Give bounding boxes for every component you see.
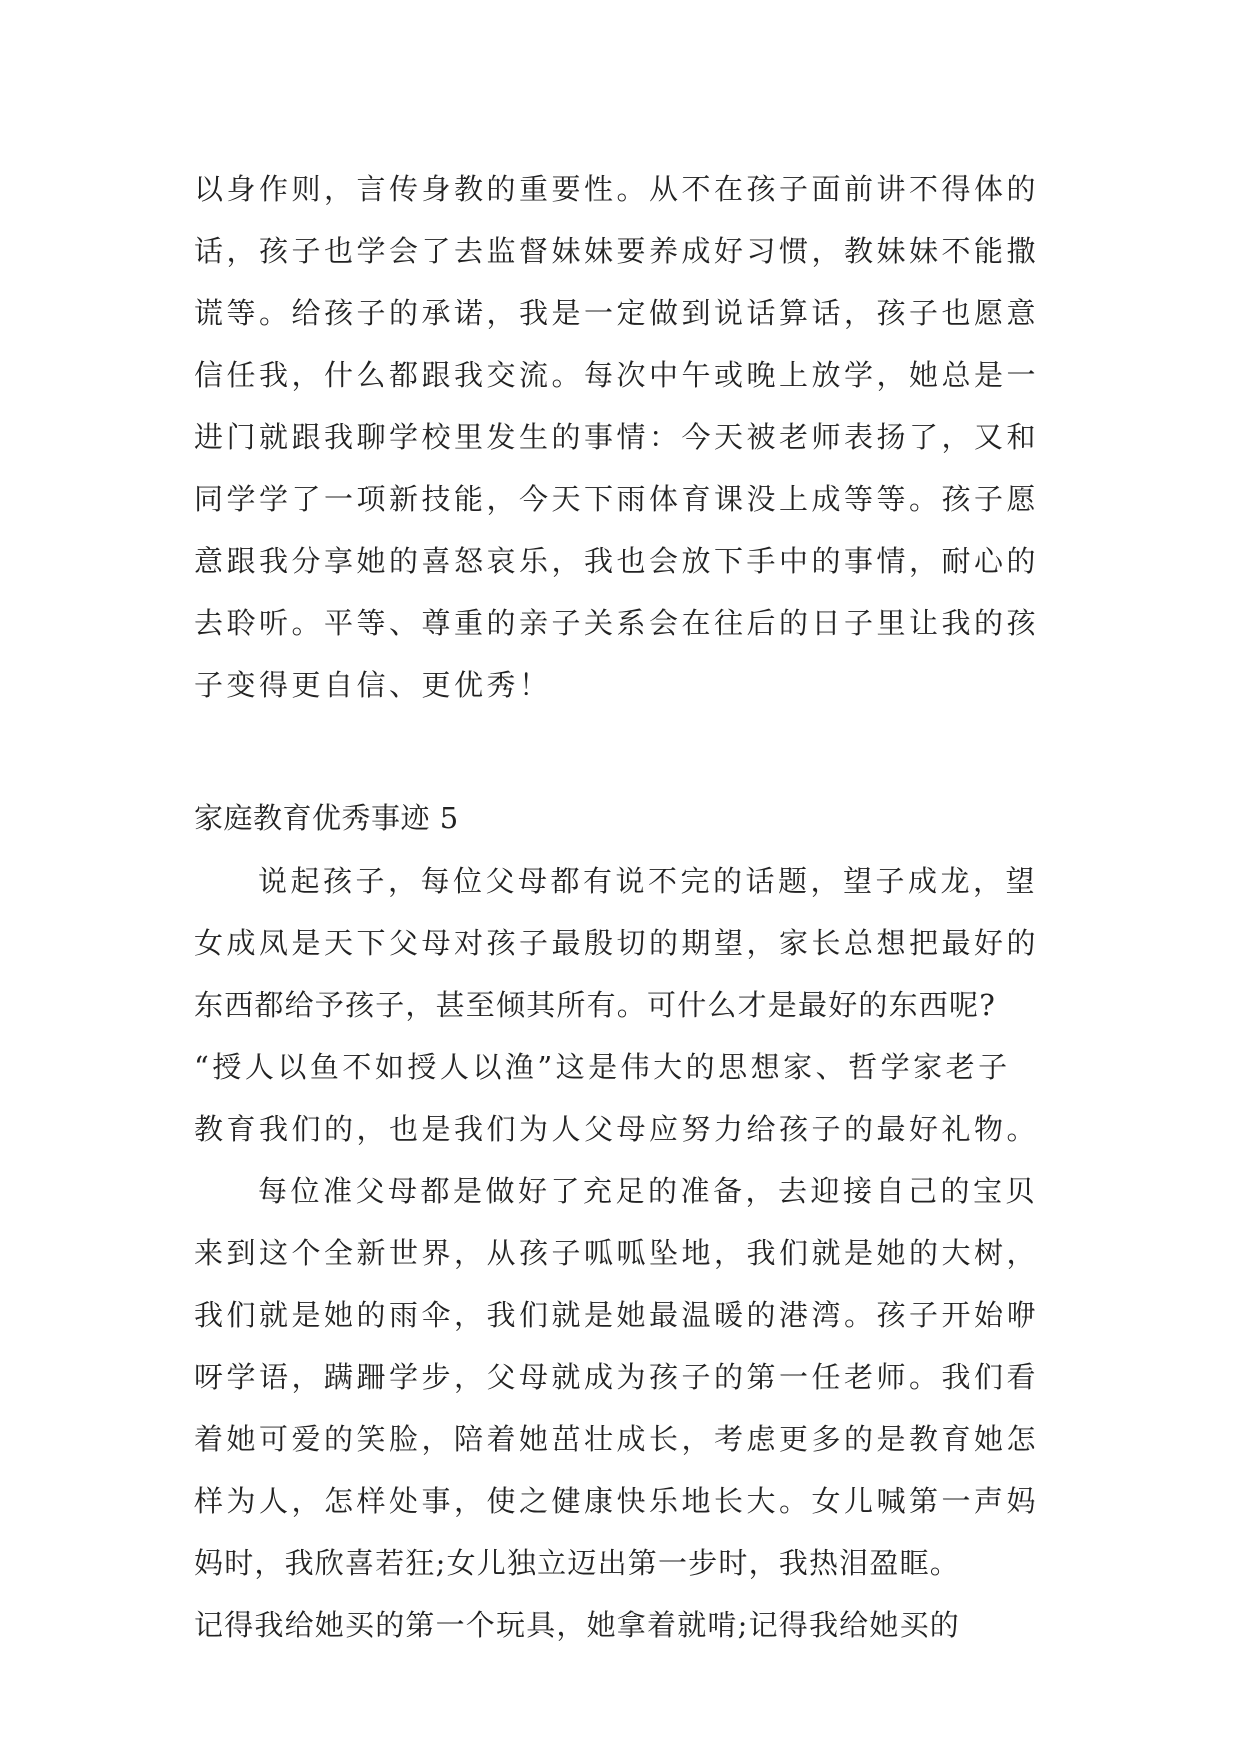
text-line: 女成凤是天下父母对孩子最殷切的期望，家长总想把最好的 <box>194 926 1040 960</box>
paragraph-continued <box>194 158 1074 716</box>
text-line: 我们就是她的雨伞，我们就是她最温暖的港湾。孩子开始咿 <box>194 1298 1040 1332</box>
text-line: 着她可爱的笑脸，陪着她茁壮成长，考虑更多的是教育她怎 <box>194 1422 1040 1456</box>
section-title: 家庭教育优秀事迹 5 <box>194 801 459 835</box>
text-line: 以身作则，言传身教的重要性。从不在孩子面前讲不得体的 <box>194 172 1040 206</box>
paragraph-2 <box>194 1160 1074 1656</box>
text-line: 去聆听。平等、尊重的亲子关系会在往后的日子里让我的孩 <box>194 606 1040 640</box>
text-line: 妈时，我欣喜若狂;女儿独立迈出第一步时，我热泪盈眶。 <box>194 1546 960 1580</box>
text-line: 说起孩子，每位父母都有说不完的话题，望子成龙，望 <box>258 864 1039 898</box>
text-line: 同学学了一项新技能，今天下雨体育课没上成等等。孩子愿 <box>194 482 1040 516</box>
text-line: 进门就跟我聊学校里发生的事情：今天被老师表扬了，又和 <box>194 420 1040 454</box>
text-line: 呀学语，蹒跚学步，父母就成为孩子的第一任老师。我们看 <box>194 1360 1040 1394</box>
text-line: 东西都给予孩子，甚至倾其所有。可什么才是最好的东西呢? <box>194 988 996 1022</box>
paragraph-1 <box>194 850 1074 1160</box>
text-line: 谎等。给孩子的承诺，我是一定做到说话算话，孩子也愿意 <box>194 296 1040 330</box>
text-line: 子变得更自信、更优秀！ <box>194 668 552 702</box>
section-spacer <box>194 716 1074 786</box>
document-body <box>194 158 1074 1656</box>
text-line: 记得我给她买的第一个玩具，她拿着就啃;记得我给她买的 <box>194 1608 960 1642</box>
text-line: 教育我们的，也是我们为人父母应努力给孩子的最好礼物。 <box>194 1112 1040 1146</box>
text-line: 来到这个全新世界，从孩子呱呱坠地，我们就是她的大树， <box>194 1236 1040 1270</box>
text-line: “授人以鱼不如授人以渔”这是伟大的思想家、哲学家老子 <box>194 1050 1011 1084</box>
text-line: 意跟我分享她的喜怒哀乐，我也会放下手中的事情，耐心的 <box>194 544 1040 578</box>
text-line: 话，孩子也学会了去监督妹妹要养成好习惯，教妹妹不能撒 <box>194 234 1040 268</box>
text-line: 每位准父母都是做好了充足的准备，去迎接自己的宝贝 <box>258 1174 1039 1208</box>
text-line: 样为人，怎样处事，使之健康快乐地长大。女儿喊第一声妈 <box>194 1484 1040 1518</box>
text-line: 信任我，什么都跟我交流。每次中午或晚上放学，她总是一 <box>194 358 1040 392</box>
